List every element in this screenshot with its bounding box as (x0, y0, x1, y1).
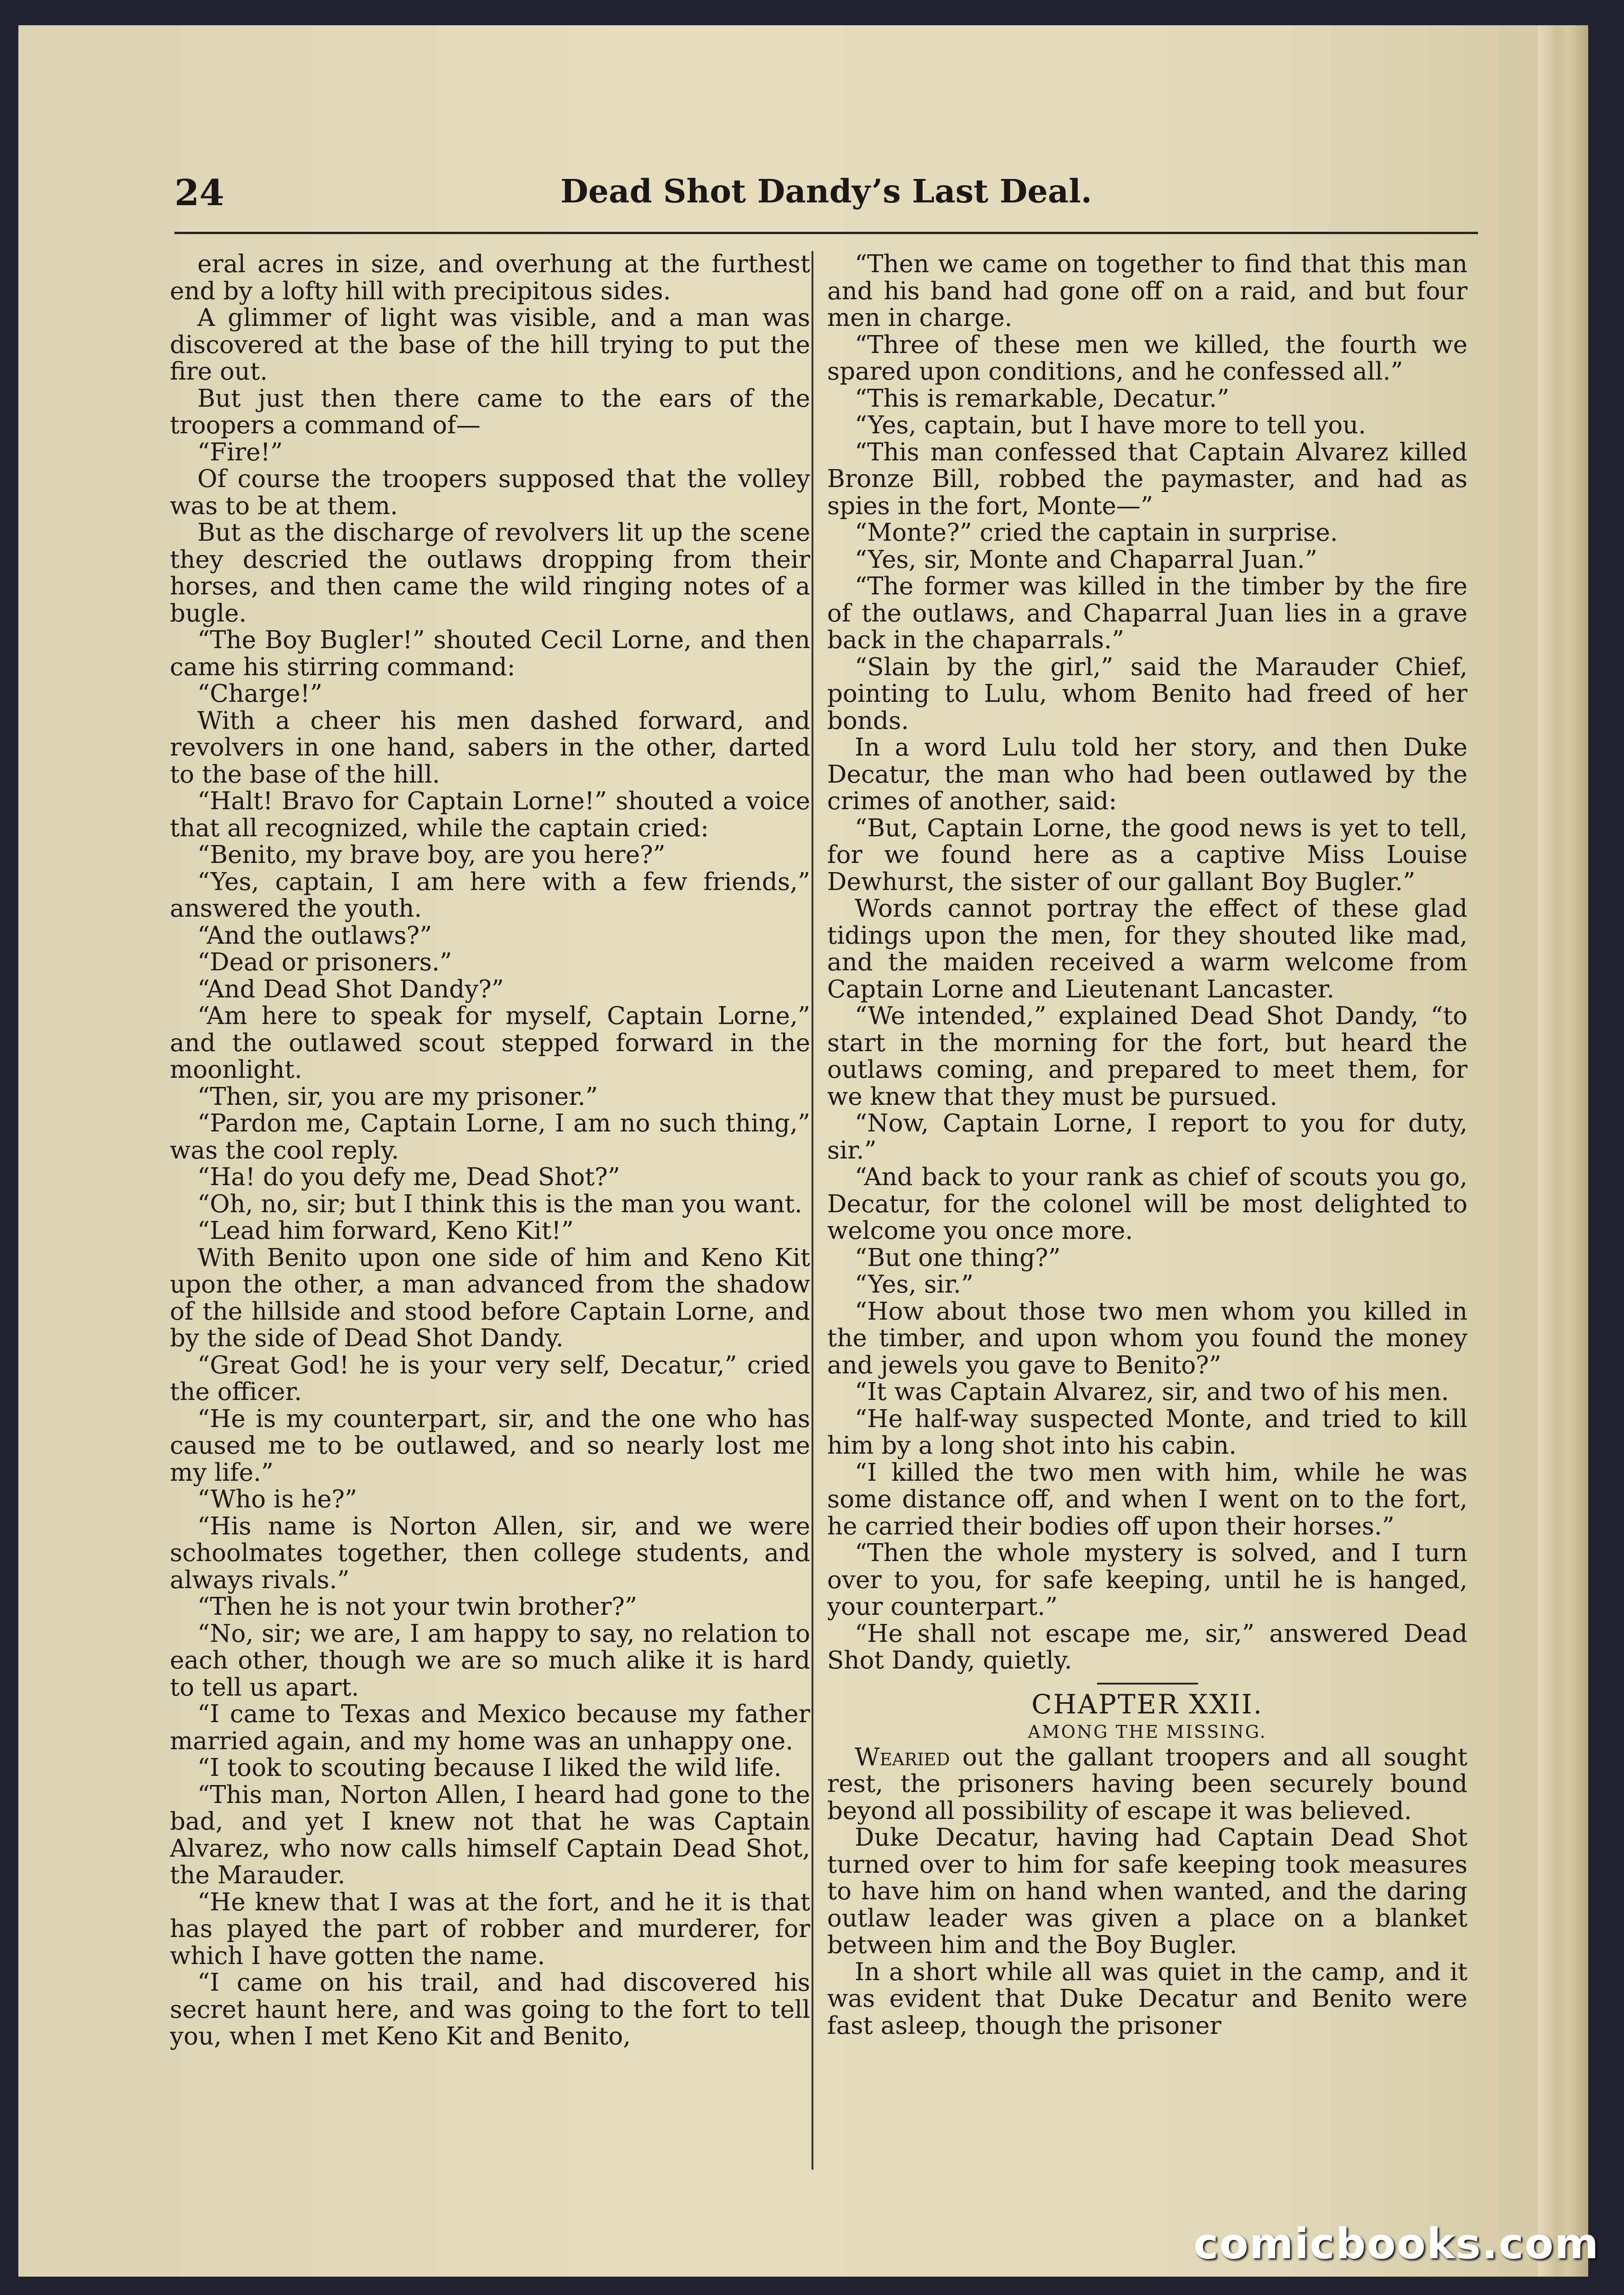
paragraph: “Yes, sir.” (855, 1271, 974, 1299)
paragraph: But just then there came to the ears of the troopers a command of— (170, 384, 810, 439)
paragraph: “Then he is not your twin brother?” (197, 1593, 638, 1621)
chapter-subtitle: AMONG THE MISSING. (1028, 1721, 1267, 1742)
paragraph: “He shall not escape me, sir,” answered Dead Shot Dandy, quietly. (827, 1619, 1467, 1674)
paragraph: “It was Captain Alvarez, sir, and two of his men. (855, 1378, 1449, 1406)
paragraph: “Great God! he is your very self, Decatur,” cried the officer. (170, 1351, 810, 1406)
chapter-title: CHAPTER XXII. (1031, 1688, 1263, 1720)
paragraph: “Oh, no, sir; but I think this is the man you want. (197, 1190, 802, 1218)
paragraph: “This man confessed that Captain Alvarez killed Bronze Bill, robbed the paymaster, and had as spies in the fort, Monte—” (827, 438, 1467, 520)
paragraph: eral acres in size, and overhung at the furthest end by a lofty hill with precipitous sides. (170, 251, 810, 305)
paragraph: “Yes, captain, but I have more to tell you. (855, 411, 1366, 439)
paragraph: “He half-way suspected Monte, and tried to kill him by a long shot into his cabin. (827, 1405, 1467, 1460)
paragraph: “I took to scouting because I liked the wild life. (197, 1754, 782, 1782)
paragraph: In a word Lulu told her story, and then Duke Decatur, the man who had been outlawed by the crimes of another, said: (827, 733, 1467, 815)
page-header (174, 163, 1478, 232)
paragraph: Duke Decatur, having had Captain Dead Shot turned over to him for safe keeping took measures to have him on hand when wanted, and the daring outlaw leader was given a place on a blanket between him and the Boy Bugler. (827, 1824, 1467, 1959)
paragraph: “Ha! do you defy me, Dead Shot?” (197, 1163, 620, 1191)
chapter-rule (1097, 1683, 1198, 1685)
chapter-first-word: Wearied (855, 1743, 950, 1771)
paragraph: With a cheer his men dashed forward, and revolvers in one hand, sabers in the other, darted to the base of the hill. (170, 706, 810, 789)
paragraph: “Yes, captain, I am here with a few friends,” answered the youth. (170, 868, 810, 923)
paragraph: “Fire!” (197, 438, 283, 466)
paragraph: “Lead him forward, Keno Kit!” (197, 1217, 574, 1245)
paragraph: “Then we came on together to find that this man and his band had gone off on a raid, and but four men in charge. (827, 251, 1467, 332)
paragraph: With Benito upon one side of him and Keno Kit upon the other, a man advanced from the shadow of the hillside and stood before Captain Lorne, and by the side of Dead Shot Dandy. (170, 1243, 810, 1352)
chapter-first-rest: out the gallant troopers and all sought rest, the prisoners having been securely bound beyond all possibility of escape it was believed. (827, 1743, 1467, 1825)
paragraph: “No, sir; we are, I am happy to say, no relation to each other, though we are so much alike it is hard to tell us apart. (170, 1619, 810, 1702)
paragraph: “Slain by the girl,” said the Marauder Chief, pointing to Lulu, whom Benito had freed of her bonds. (827, 653, 1467, 735)
paragraph: “This man, Norton Allen, I heard had gone to the bad, and yet I knew not that he was Captain Alvarez, who now calls himself Captain Dead Shot, the Marauder. (170, 1780, 810, 1889)
running-title: Dead Shot Dandy’s Last Deal. (560, 172, 1092, 210)
paragraph: “Halt! Bravo for Captain Lorne!” shouted a voice that all recognized, while the captain cried: (170, 787, 810, 842)
paragraph: “And Dead Shot Dandy?” (197, 975, 504, 1003)
paragraph: “And the outlaws?” (197, 921, 432, 950)
paragraph: “Pardon me, Captain Lorne, I am no such thing,” was the cool reply. (170, 1109, 810, 1164)
right-column-text-after (827, 1825, 1467, 2039)
paragraph: “The Boy Bugler!” shouted Cecil Lorne, and then came his stirring command: (170, 626, 810, 681)
paragraph: In a short while all was quiet in the camp, and it was evident that Duke Decatur and Benito were fast asleep, though the prisoner (827, 1958, 1467, 2040)
paragraph: “How about those two men whom you killed in the timber, and upon whom you found the money and jewels you gave to Benito?” (827, 1297, 1467, 1379)
paragraph: “He knew that I was at the fort, and he it is that has played the part of robber and murderer, for which I have gotten the name. (170, 1888, 810, 1970)
paragraph: Words cannot portray the effect of these glad tidings upon the men, for they shouted like mad, and the maiden received a warm welcome from Captain Lorne and Lieutenant Lancaster. (827, 895, 1467, 1003)
paragraph: “Am here to speak for myself, Captain Lorne,” and the outlawed scout stepped forward in the moonlight. (170, 1002, 810, 1084)
paragraph: A glimmer of light was visible, and a man was discovered at the base of the hill trying to put the fire out. (170, 304, 810, 386)
page-edge-shadow (1538, 25, 1588, 2277)
paragraph: “I came on his trail, and had discovered his secret haunt here, and was going to the fort to tell you, when I met Keno Kit and Benito, (170, 1969, 810, 2050)
header-rule (174, 232, 1478, 234)
paragraph: “He is my counterpart, sir, and the one who has caused me to be outlawed, and so nearly lost me my life.” (170, 1405, 810, 1487)
right-column (827, 251, 1467, 2170)
paragraph: But as the discharge of revolvers lit up the scene they descried the outlaws dropping from their horses, and then came the wild ringing notes of a bugle. (170, 519, 810, 627)
paragraph: “But one thing?” (855, 1243, 1061, 1272)
book-page (18, 25, 1588, 2277)
paragraph: “Three of these men we killed, the fourth we spared upon conditions, and he confessed all.” (827, 330, 1467, 386)
paragraph: “Now, Captain Lorne, I report to you for duty, sir.” (827, 1109, 1467, 1164)
site-watermark: comicbooks.com (1193, 2219, 1600, 2268)
paragraph: Of course the troopers supposed that the volley was to be at them. (170, 465, 810, 520)
left-column (170, 251, 810, 2170)
paragraph: “And back to your rank as chief of scouts you go, Decatur, for the colonel will be most delighted to welcome you once more. (827, 1163, 1467, 1245)
paragraph: “Who is he?” (197, 1485, 357, 1513)
paragraph: “Dead or prisoners.” (197, 948, 452, 976)
right-column-text (827, 251, 1467, 1674)
paragraph: “Yes, sir, Monte and Chaparral Juan.” (855, 545, 1317, 574)
paragraph: “The former was killed in the timber by the fire of the outlaws, and Chaparral Juan lies in a grave back in the chaparrals.” (827, 572, 1467, 654)
paragraph: “We intended,” explained Dead Shot Dandy, “to start in the morning for the fort, but heard the outlaws coming, and prepared to meet them, for we knew that they must be pursued. (827, 1002, 1467, 1111)
paragraph: “Then the whole mystery is solved, and I turn over to you, for safe keeping, until he is hanged, your counterpart.” (827, 1539, 1467, 1621)
paragraph: “This is remarkable, Decatur.” (855, 384, 1230, 413)
page-number: 24 (174, 172, 224, 214)
paragraph: “But, Captain Lorne, the good news is yet to tell, for we found here as a captive Miss Louise Dewhurst, the sister of our gallant Boy Bugler.” (827, 814, 1467, 896)
chapter-heading (827, 1683, 1467, 1744)
paragraph: “I came to Texas and Mexico because my father married again, and my home was an unhappy one. (170, 1700, 810, 1755)
paragraph: “Then, sir, you are my prisoner.” (197, 1082, 598, 1111)
paragraph: “Charge!” (197, 680, 323, 708)
paragraph: “Monte?” cried the captain in surprise. (855, 519, 1338, 547)
paragraph (827, 1744, 1467, 1825)
paragraph: “I killed the two men with him, while he was some distance off, and when I went on to the fort, he carried their bodies off upon their horses.” (827, 1458, 1467, 1540)
paragraph: “His name is Norton Allen, sir, and we were schoolmates together, then college students, and always rivals.” (170, 1512, 810, 1594)
column-divider (812, 251, 813, 2170)
paragraph: “Benito, my brave boy, are you here?” (197, 841, 666, 869)
